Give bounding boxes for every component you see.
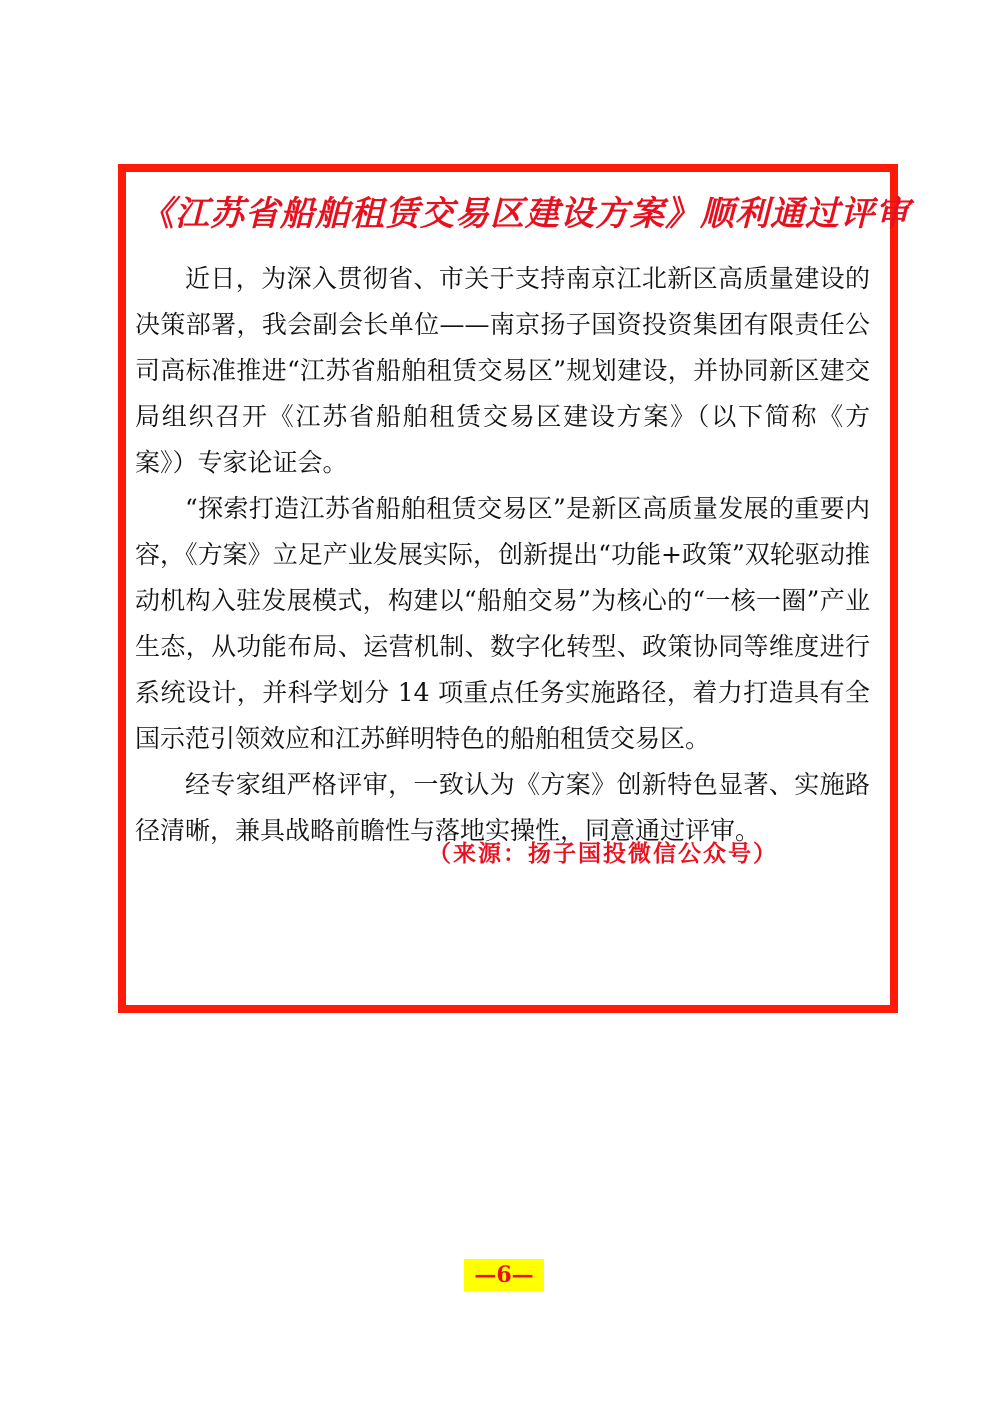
article-paragraph: “探索打造江苏省船舶租赁交易区”是新区高质量发展的重要内容，《方案》立足产业发展实际，创新提出“功能+政策”双轮驱动推动机构入驻发展模式，构建以“船舶交易”为核心的“一核一圈”产业生态，从功能布局、运营机制、数字化转型、政策协同等维度进行系统设计，并科学划分 14 项重点任务实施路径，着力打造具有全国示范引领效应和江苏鲜明特色的船舶租赁交易区。 [135, 494, 870, 753]
article-body [135, 256, 870, 854]
page-number: —6— [464, 1259, 544, 1291]
article-title: 《江苏省船舶租赁交易区建设方案》顺利通过评审 [140, 194, 910, 234]
article-source: （来源：扬子国投微信公众号） [428, 840, 778, 867]
article-paragraph: 近日，为深入贯彻省、市关于支持南京江北新区高质量建设的决策部署，我会副会长单位——南京扬子国资投资集团有限责任公司高标准推进“江苏省船舶租赁交易区”规划建设，并协同新区建交局组织召开《江苏省船舶租赁交易区建设方案》（以下简称《方案》）专家论证会。 [135, 264, 870, 477]
article-paragraph: 经专家组严格评审，一致认为《方案》创新特色显著、实施路径清晰，兼具战略前瞻性与落地实操性，同意通过评审。 [135, 770, 870, 845]
